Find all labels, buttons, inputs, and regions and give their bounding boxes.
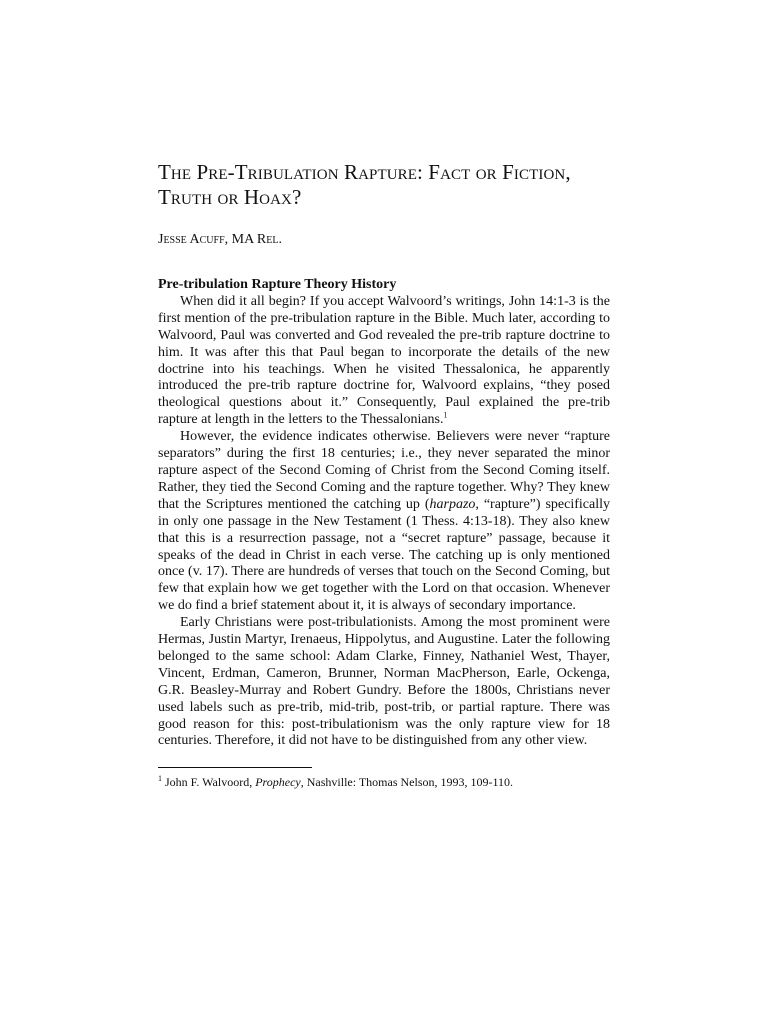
paragraph-2-text-a: However, the evidence indicates otherwise. Believers were never “rapture separators” during the first 18 centuries; i.e., they never separated the minor rapture aspect of the Second Coming of Christ from the Second Coming itself. Rather, they tied the Second Coming and the rapture together. Why? They knew that the Scriptures mentioned the catching up (	[158, 429, 610, 512]
paragraph-2	[158, 429, 610, 615]
title-line-1: The Pre-Tribulation Rapture: Fact or Fiction,	[158, 160, 571, 184]
section-history	[158, 277, 610, 750]
title-line-2: Truth or Hoax?	[158, 185, 302, 209]
section-heading: Pre-tribulation Rapture Theory History	[158, 277, 397, 292]
paragraph-2-italic-term: harpazo	[429, 496, 476, 512]
paragraph-2-text-b: , “rapture”) specifically in only one passage in the New Testament (1 Thess. 4:13-18). They also knew that this is a resurrection passage, not a “secret rapture” passage, because it speaks of the dead in Christ in each verse. The catching up is only mentioned once (v. 17). There are hundreds of verses that touch on the Second Coming, but few that explain how we get together with the Lord on that occasion. Whenever we do find a brief statement about it, it is always of secondary importance.	[158, 496, 610, 614]
footnote-mark: 1	[158, 774, 162, 783]
document-title	[158, 160, 618, 210]
footnote-1	[158, 775, 610, 790]
paragraph-1	[158, 294, 610, 429]
footnote-text-a: John F. Walvoord,	[162, 775, 256, 789]
paragraph-1-text: When did it all begin? If you accept Walvoord’s writings, John 14:1-3 is the first mention of the pre-tribulation rapture in the Bible. Much later, according to Walvoord, Paul was converted and God revealed the pre-trib rapture doctrine to him. It was after this that Paul began to incorporate the details of the new doctrine into his teachings. When he visited Thessalonica, he apparently introduced the pre-trib rapture doctrine for, Walvoord explains, “they posed theological questions about it.” Consequently, Paul explained the pre-trib rapture at length in the letters to the Thessalonians.	[158, 293, 610, 428]
footnote-reference-1: 1	[443, 410, 448, 420]
paragraph-3: Early Christians were post-tribulationists. Among the most prominent were Hermas, Justin Martyr, Irenaeus, Hippolytus, and Augustine. Later the following belonged to the same school: Adam Clarke, Finney, Nathaniel West, Thayer, Vincent, Erdman, Cameron, Brunner, Norman MacPherson, Earle, Ockenga, G.R. Beasley-Murray and Robert Gundry. Before the 1800s, Christians never used labels such as pre-trib, mid-trib, post-trib, or partial rapture. There was good reason for this: post-tribulationism was the only rapture view for 18 centuries. Therefore, it did not have to be distinguished from any other view.	[158, 615, 610, 749]
author-byline: Jesse Acuff, MA Rel.	[158, 232, 282, 247]
footnote-text-b: , Nashville: Thomas Nelson, 1993, 109-110.	[300, 775, 514, 789]
footnote-book-title: Prophecy	[255, 775, 301, 789]
footnote-divider	[158, 767, 312, 768]
